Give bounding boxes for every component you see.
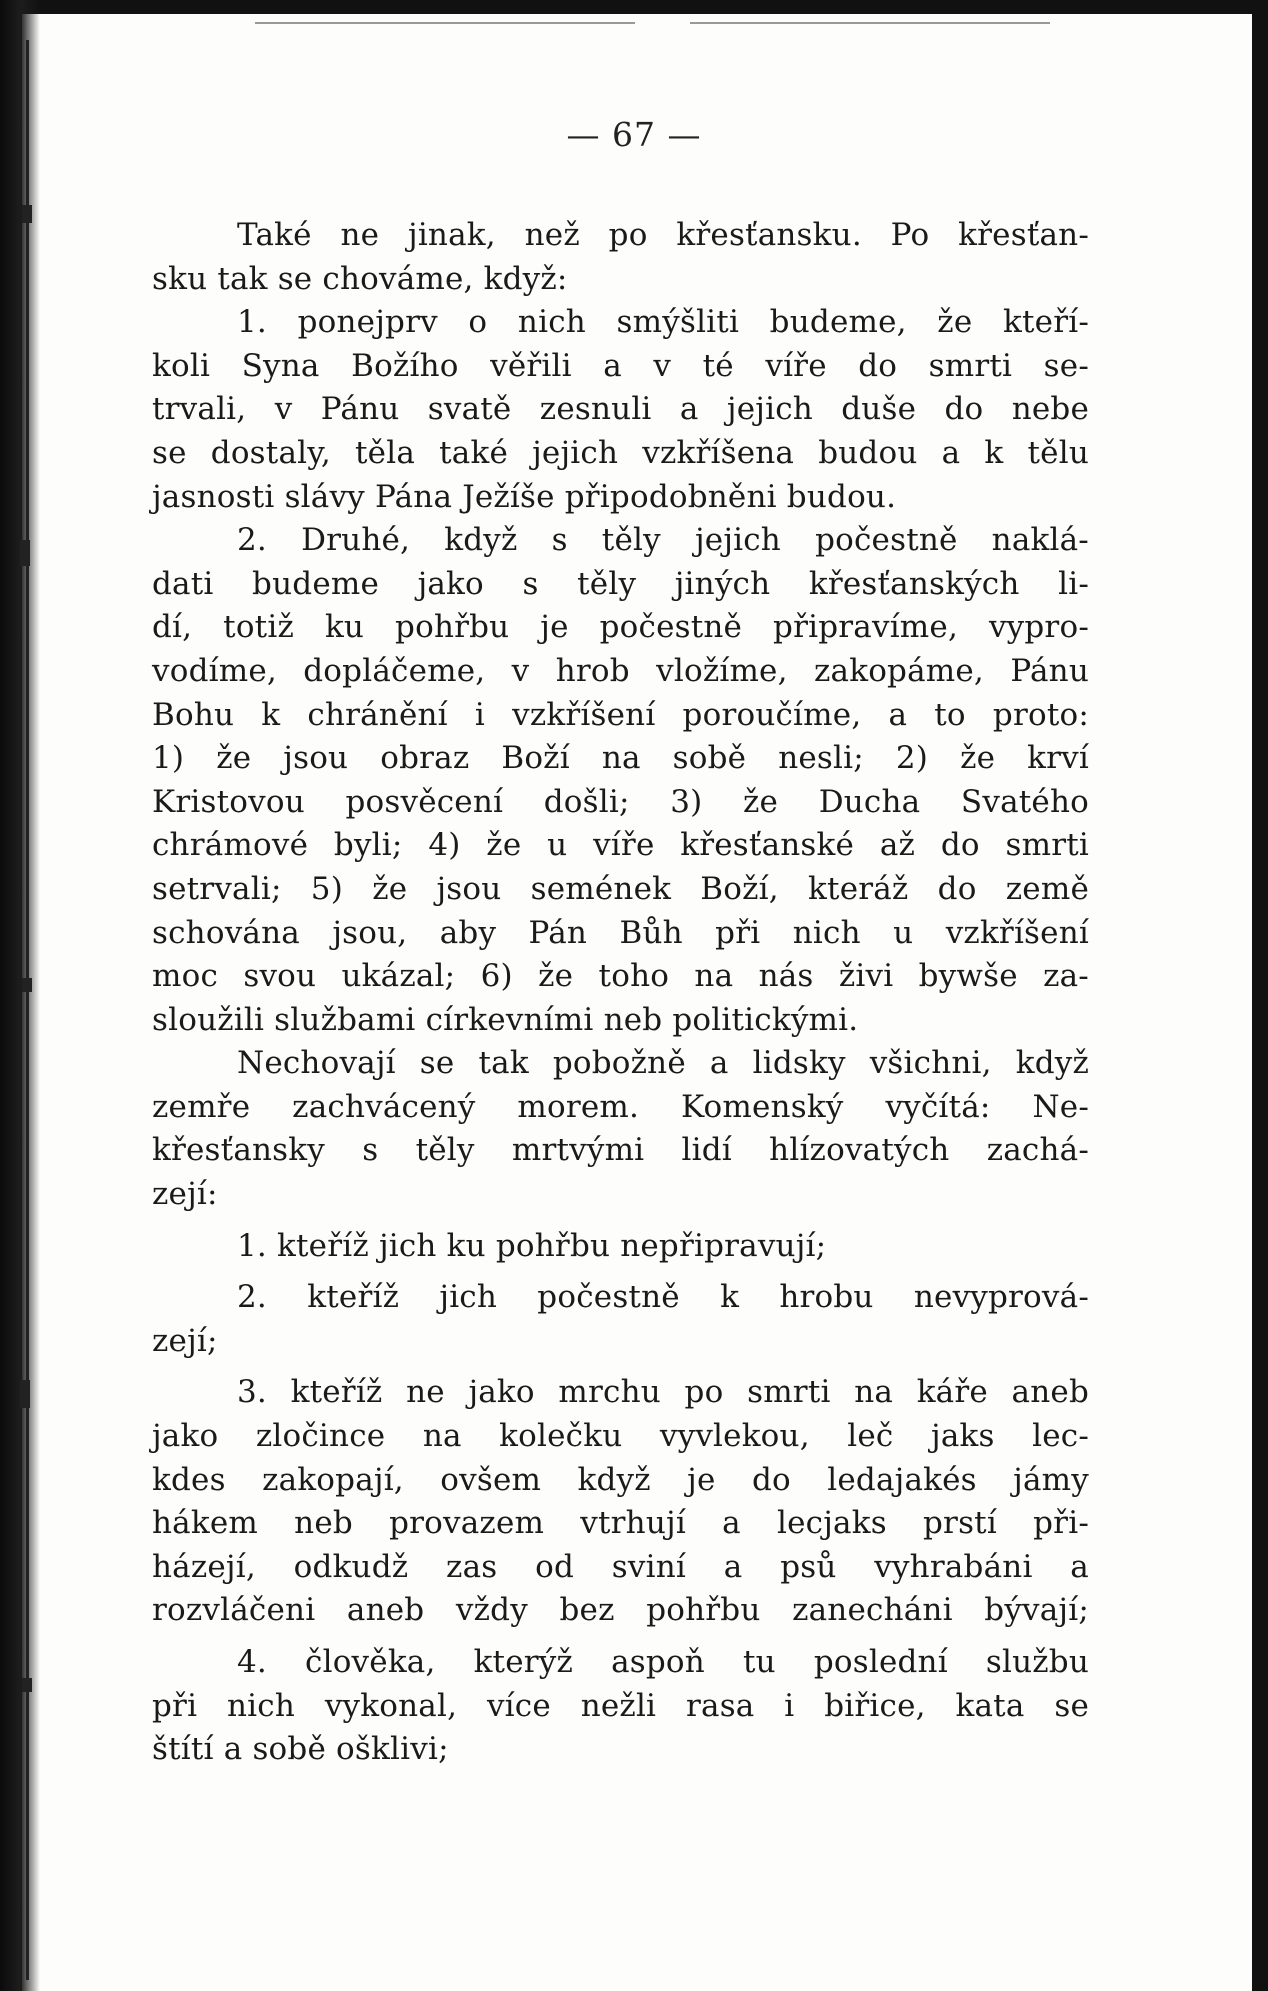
top-rule: [690, 22, 1050, 24]
text-line: 4. člověka, kterýž aspoň tu poslední službu: [237, 1644, 1089, 1680]
text-line: moc svou ukázal; 6) že toho na nás živi bywše za-: [152, 958, 1089, 995]
page-number: — 67 —: [566, 115, 702, 154]
text-line: 1. kteříž jich ku pohřbu nepřipravují;: [237, 1227, 827, 1264]
text-line: házejí, odkudž zas od sviní a psů vyhrabáni a: [152, 1548, 1089, 1585]
binding-mark: [22, 205, 32, 223]
text-line: Nechovají se tak pobožně a lidsky všichni, když: [237, 1045, 1089, 1082]
text-line: koli Syna Božího věřili a v té víře do smrti se-: [152, 347, 1089, 384]
text-line: 3. kteříž ne jako mrchu po smrti na káře aneb: [237, 1374, 1089, 1411]
text-line: štítí a sobě ošklivi;: [152, 1731, 449, 1768]
text-line: dati budeme jako s těly jiných křesťanských li-: [152, 565, 1089, 602]
text-line: jako zločince na kolečku vyvlekou, leč jaks lec-: [152, 1418, 1089, 1455]
text-line: setrvali; 5) že jsou semének Boží, kteráž do země: [152, 870, 1089, 907]
text-line: rozvláčeni aneb vždy bez pohřbu zanecháni bývají;: [152, 1592, 1089, 1629]
binding-mark: [22, 978, 32, 992]
page-text: [152, 214, 1089, 1772]
text-line: 1) že jsou obraz Boží na sobě nesli; 2) že krví: [152, 740, 1089, 777]
text-line: trvali, v Pánu svatě zesnuli a jejich duše do nebe: [152, 391, 1089, 428]
text-line: 2. kteříž jich počestně k hrobu nevyprová-: [237, 1279, 1089, 1316]
text-line: kdes zakopají, ovšem když je do ledajakés jámy: [152, 1461, 1089, 1498]
text-line: zemře zachvácený morem. Komenský vyčítá: Ne-: [152, 1088, 1089, 1125]
text-line: jasnosti slávy Pána Ježíše připodobněni budou.: [152, 478, 897, 515]
text-line: schována jsou, aby Pán Bůh při nich u vzkříšení: [152, 914, 1089, 951]
binding-shadow: [0, 0, 40, 1991]
text-line: křesťansky s těly mrtvými lidí hlízovatých zachá-: [152, 1132, 1089, 1169]
text-line: se dostaly, těla také jejich vzkříšena budou a k tělu: [152, 434, 1089, 471]
text-line: vodíme, dopláčeme, v hrob vložíme, zakopáme, Pánu: [152, 652, 1089, 689]
text-line: Kristovou posvěcení došli; 3) že Ducha Svatého: [152, 783, 1089, 820]
text-line: dí, totiž ku pohřbu je počestně připravíme, vypro-: [152, 609, 1089, 646]
binding-mark: [20, 1380, 30, 1408]
text-line: chrámové byli; 4) že u víře křesťanské až do smrti: [152, 827, 1089, 864]
text-line: Také ne jinak, než po křesťansku. Po křesťan-: [237, 217, 1089, 253]
text-line: zejí:: [152, 1176, 218, 1213]
binding-mark: [22, 1678, 32, 1692]
text-line: hákem neb provazem vtrhují a lecjaks prstí při-: [152, 1505, 1089, 1542]
text-line: při nich vykonal, více nežli rasa i biřice, kata se: [152, 1687, 1089, 1724]
text-line: zejí;: [152, 1322, 218, 1359]
binding-mark: [20, 540, 30, 566]
text-line: sku tak se chováme, když:: [152, 260, 568, 297]
text-line: sloužili službami církevními neb politickými.: [152, 1001, 859, 1038]
text-line: 2. Druhé, když s těly jejich počestně naklá-: [237, 522, 1089, 559]
text-line: 1. ponejprv o nich smýšliti budeme, že kteří-: [237, 304, 1089, 341]
text-line: Bohu k chránění i vzkříšení poroučíme, a to proto:: [152, 696, 1089, 733]
top-rule: [255, 22, 635, 24]
